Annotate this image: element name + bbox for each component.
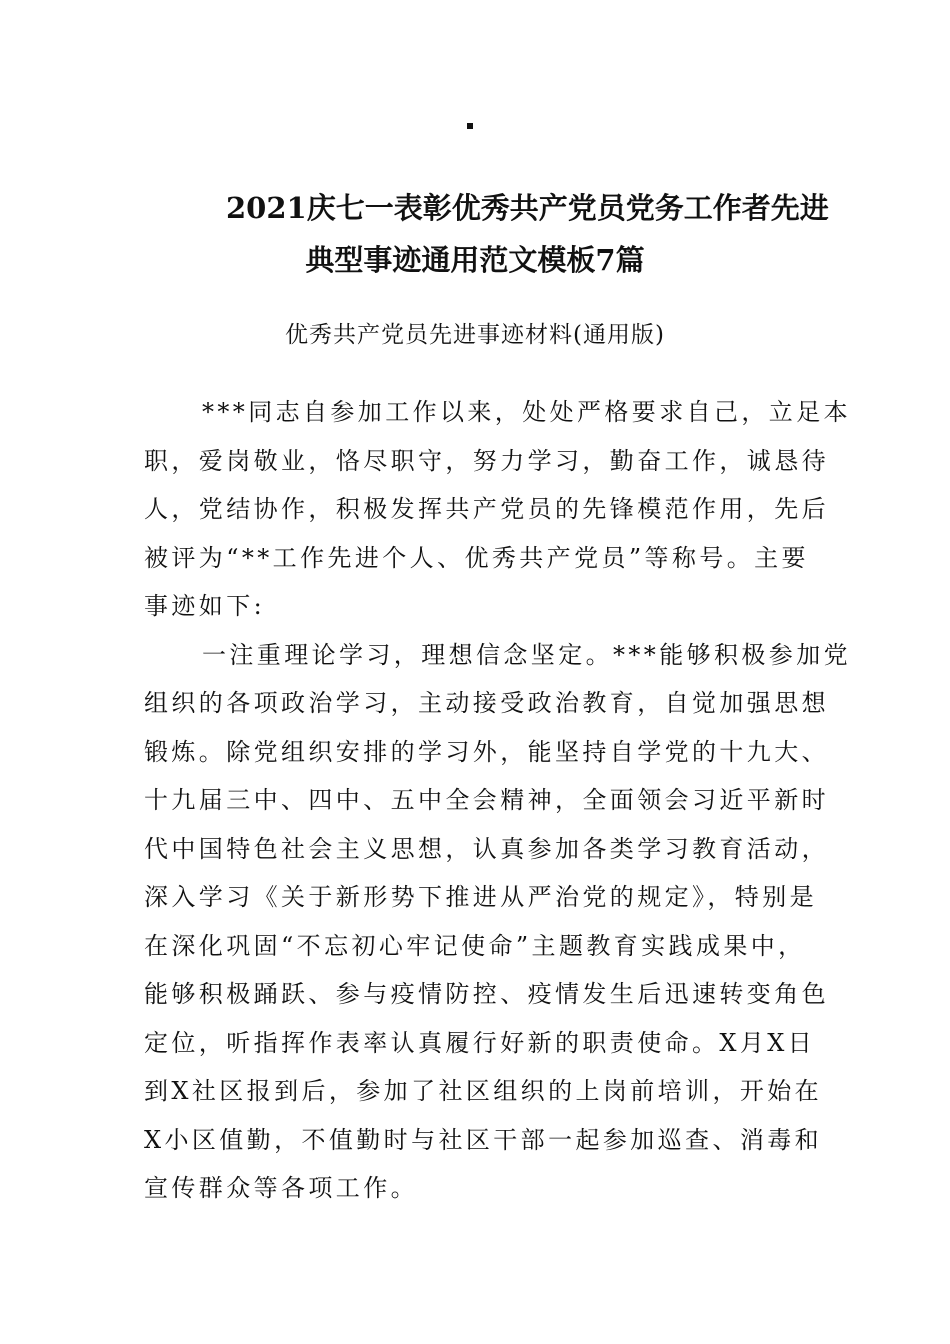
- body-paragraph: [144, 388, 851, 631]
- paragraph-line: 在深化巩固“不忘初心牢记使命”主题教育实践成果中，: [144, 931, 806, 960]
- title-line-2: 典型事迹通用范文模板7篇: [305, 243, 645, 277]
- paragraph-line: 代中国特色社会主义思想，认真参加各类学习教育活动，: [144, 834, 829, 863]
- paragraph-line: 被评为“**工作先进个人、优秀共产党员”等称号。主要: [144, 543, 809, 572]
- document-body: [144, 388, 851, 1213]
- header-dot-mark: [467, 123, 473, 129]
- document-title: [140, 182, 829, 286]
- paragraph-line: 事迹如下:: [144, 592, 266, 620]
- title-line-1: 2021庆七一表彰优秀共产党员党务工作者先进: [226, 191, 829, 225]
- paragraph-line: 十九届三中、四中、五中全会精神，全面领会习近平新时: [144, 786, 829, 814]
- paragraph-line: 宣传群众等各项工作。: [144, 1174, 418, 1202]
- paragraph-line: 定位，听指挥作表率认真履行好新的职责使命。X月X日: [144, 1028, 816, 1057]
- document-subtitle: 优秀共产党员先进事迹材料(通用版): [285, 322, 665, 348]
- paragraph-line: 深入学习《关于新形势下推进从严治党的规定》，特别是: [144, 883, 817, 911]
- paragraph-line: 一注重理论学习，理想信念坚定。***能够积极参加党: [202, 640, 851, 669]
- paragraph-line: 人，党结协作，积极发挥共产党员的先锋模范作用，先后: [144, 495, 829, 523]
- paragraph-line: ***同志自参加工作以来，处处严格要求自己，立足本: [202, 398, 851, 426]
- paragraph-line: 组织的各项政治学习，主动接受政治教育，自觉加强思想: [144, 689, 829, 717]
- paragraph-line: 能够积极踊跃、参与疫情防控、疫情发生后迅速转变角色: [144, 980, 829, 1008]
- body-paragraph: [144, 631, 851, 1213]
- paragraph-line: 职，爱岗敬业，恪尽职守，努力学习，勤奋工作，诚恳待: [144, 446, 829, 475]
- paragraph-line: 到X社区报到后，参加了社区组织的上岗前培训，开始在: [144, 1077, 823, 1105]
- paragraph-line: X小区值勤，不值勤时与社区干部一起参加巡查、消毒和: [144, 1125, 823, 1154]
- paragraph-line: 锻炼。除党组织安排的学习外，能坚持自学党的十九大、: [144, 737, 829, 766]
